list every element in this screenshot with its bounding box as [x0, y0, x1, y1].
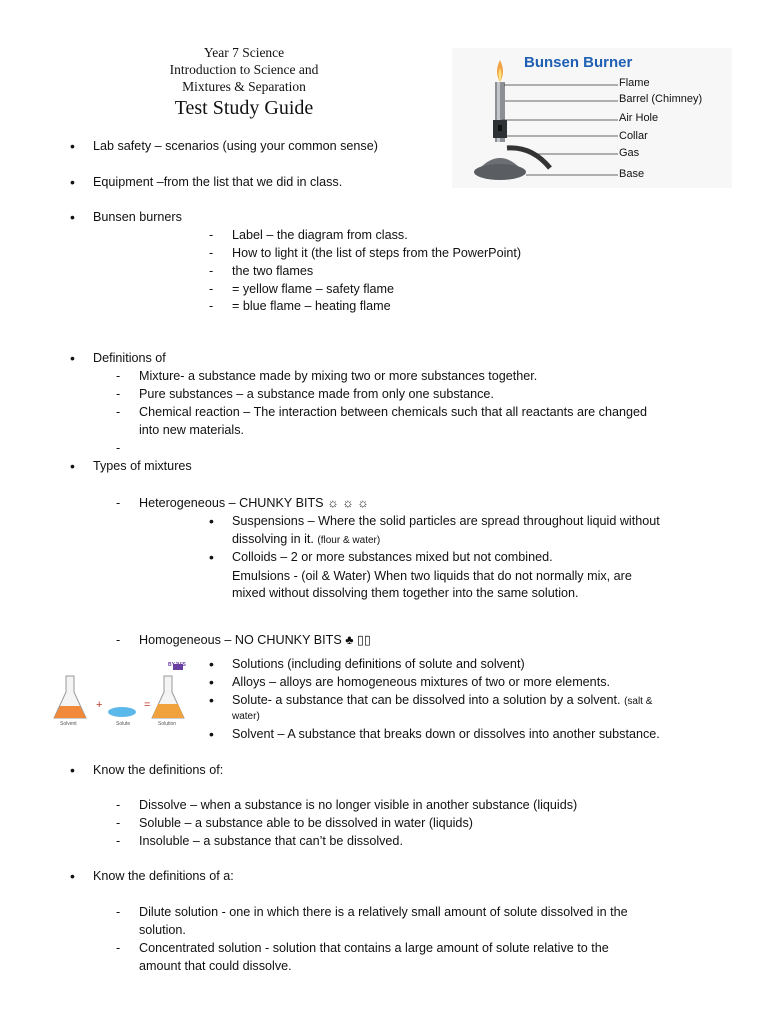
bullet-icon: •: [70, 174, 75, 190]
dash-marker: -: [209, 299, 214, 313]
label-flame: Flame: [619, 77, 650, 89]
dash-marker: -: [116, 816, 121, 830]
hom-solute-example: (salt &: [624, 696, 653, 707]
label-collar: Collar: [619, 130, 648, 142]
item-equipment: Equipment –from the list that we did in class.: [93, 175, 343, 189]
bunsen-item-yellow: = yellow flame – safety flame: [232, 282, 395, 296]
dash-marker: -: [209, 264, 214, 278]
diagram-title: Bunsen Burner: [524, 54, 633, 71]
dash-marker: -: [116, 905, 121, 919]
dash-marker: -: [209, 282, 214, 296]
label-gas: Gas: [619, 147, 640, 159]
dash-marker: -: [116, 496, 121, 510]
item-know-definitions: Know the definitions of:: [93, 763, 224, 777]
het-emulsions: Emulsions - (oil & Water) When two liquids that do not normally mix, are: [232, 569, 632, 583]
bullet-icon: •: [209, 692, 214, 708]
solution-mixing-figure: [52, 662, 200, 740]
label-base: Base: [619, 168, 645, 180]
bullet-icon: •: [70, 458, 75, 474]
dash-marker: -: [116, 369, 121, 383]
bullet-icon: •: [209, 549, 214, 565]
solution-mixing-illustration: [52, 662, 200, 740]
hom-solutions: Solutions (including definitions of solute and solvent): [232, 657, 525, 671]
het-suspensions-cont-text: dissolving in it.: [232, 532, 314, 546]
solution-caption: Solution: [158, 721, 177, 727]
def-dilute-solution: Dilute solution - one in which there is a relatively small amount of solute dissolved in the: [139, 905, 628, 919]
bunsen-burner-diagram: [452, 48, 732, 188]
item-lab-safety: Lab safety – scenarios (using your common sense): [93, 139, 378, 153]
het-suspensions-cont: [232, 530, 380, 550]
solute-pile: [108, 707, 136, 717]
item-bunsen-burners: Bunsen burners: [93, 210, 182, 224]
document-header: [0, 44, 488, 121]
def-chemical-reaction-cont: into new materials.: [139, 423, 244, 437]
dash-marker: -: [116, 941, 121, 955]
def-concentrated-solution-cont: amount that could dissolve.: [139, 959, 292, 973]
def-dissolve: Dissolve – when a substance is no longer visible in another substance (liquids): [139, 798, 578, 812]
header-course: Year 7 Science: [203, 45, 285, 60]
dash-marker: -: [209, 228, 214, 242]
het-suspensions: Suspensions – Where the solid particles are spread throughout liquid without: [232, 514, 660, 528]
het-suspensions-example: (flour & water): [317, 535, 381, 546]
bullet-icon: •: [70, 138, 75, 154]
def-chemical-reaction: Chemical reaction – The interaction between chemicals such that all reactants are changed: [139, 405, 647, 419]
page-title: Test Study Guide: [174, 97, 314, 119]
header-unit: Introduction to Science and: [169, 62, 319, 77]
dash-marker: -: [116, 441, 121, 455]
bullet-icon: •: [70, 350, 75, 366]
header-topic: Mixtures & Separation: [182, 79, 306, 94]
hom-alloys: Alloys – alloys are homogeneous mixtures of two or more elements.: [232, 675, 610, 689]
def-pure-substances: Pure substances – a substance made from only one substance.: [139, 387, 494, 401]
def-insoluble: Insoluble – a substance that can’t be dissolved.: [139, 834, 403, 848]
het-emulsions-cont: mixed without dissolving them together into the same solution.: [232, 586, 579, 600]
het-colloids: Colloids – 2 or more substances mixed but not combined.: [232, 550, 553, 564]
base-shape: [474, 164, 526, 180]
hom-solute-example-cont: water): [232, 711, 260, 722]
item-types-of-mixtures: Types of mixtures: [93, 459, 192, 473]
dash-marker: -: [209, 246, 214, 260]
def-concentrated-solution: Concentrated solution - solution that contains a large amount of solute relative to the: [139, 941, 609, 955]
brand-label: BYJU'S: [168, 662, 186, 668]
bullet-icon: •: [209, 674, 214, 690]
equals-sign: =: [144, 699, 151, 711]
item-know-definitions-a: Know the definitions of a:: [93, 869, 234, 883]
plus-sign: +: [96, 699, 103, 711]
hom-solute: [232, 691, 652, 711]
bunsen-item-blue: = blue flame – heating flame: [232, 299, 391, 313]
bunsen-item-label: Label – the diagram from class.: [232, 228, 408, 242]
dash-marker: -: [116, 387, 121, 401]
heterogeneous-heading: Heterogeneous – CHUNKY BITS ☼ ☼ ☼: [139, 496, 369, 510]
label-barrel: Barrel (Chimney): [619, 93, 703, 105]
dash-marker: -: [116, 798, 121, 812]
item-definitions: Definitions of: [93, 351, 166, 365]
bullet-icon: •: [70, 762, 75, 778]
bullet-icon: •: [70, 868, 75, 884]
def-soluble: Soluble – a substance able to be dissolved in water (liquids): [139, 816, 473, 830]
solution-liquid: [152, 704, 184, 718]
def-mixture: Mixture- a substance made by mixing two or more substances together.: [139, 369, 538, 383]
dash-marker: -: [116, 834, 121, 848]
bunsen-item-flames: the two flames: [232, 264, 314, 278]
homogeneous-heading: Homogeneous – NO CHUNKY BITS ♣ ▯▯: [139, 633, 371, 647]
hom-solute-text: Solute- a substance that can be dissolved into a solution by a solvent.: [232, 693, 621, 707]
solvent-caption: Solvent: [60, 721, 77, 727]
bullet-icon: •: [209, 656, 214, 672]
solute-caption: Solute: [116, 721, 131, 727]
hom-solvent: Solvent – A substance that breaks down or dissolves into another substance.: [232, 727, 660, 741]
bullet-icon: •: [209, 726, 214, 742]
bullet-icon: •: [209, 513, 214, 529]
label-air-hole: Air Hole: [619, 112, 659, 124]
bunsen-item-light: How to light it (the list of steps from the PowerPoint): [232, 246, 522, 260]
air-hole-shape: [498, 125, 502, 131]
bullet-icon: •: [70, 209, 75, 225]
def-dilute-solution-cont: solution.: [139, 923, 186, 937]
dash-marker: -: [116, 633, 121, 647]
dash-marker: -: [116, 405, 121, 419]
